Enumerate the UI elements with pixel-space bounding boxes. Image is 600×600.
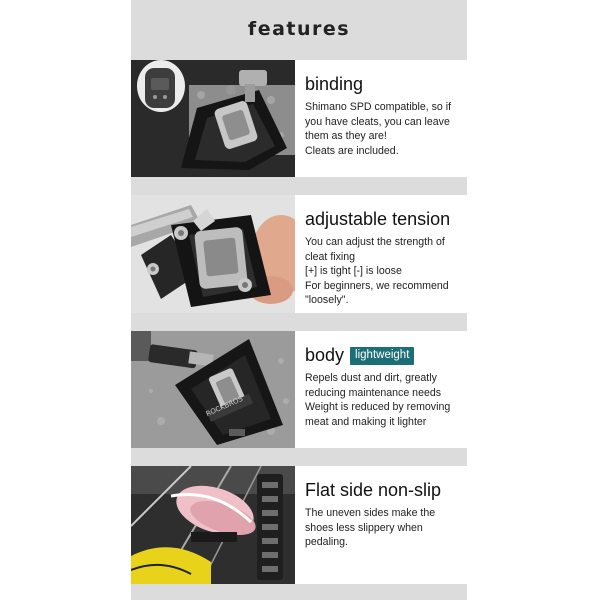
desc-line: Repels dust and dirt, greatly	[305, 372, 437, 384]
adjustable-tension-description	[305, 235, 461, 308]
desc-line: cleat fixing	[305, 250, 356, 263]
lightweight-badge: lightweight	[350, 347, 414, 365]
binding-title: binding	[305, 74, 364, 94]
desc-line: [+] is tight [-] is loose	[305, 265, 402, 277]
binding-photo	[131, 60, 295, 177]
body-title: body	[305, 345, 345, 365]
desc-line: you have cleats, you can leave	[305, 115, 450, 128]
desc-line: meat and making it lighter	[305, 415, 427, 428]
features-header	[131, 0, 467, 60]
feature-panel-flat-side	[131, 466, 467, 584]
flat-side-title: Flat side non-slip	[305, 480, 442, 500]
tension-photo	[131, 195, 295, 313]
desc-line: pedaling.	[305, 536, 349, 548]
desc-line: You can adjust the strength of	[305, 236, 445, 248]
feature-panel-body	[131, 331, 467, 448]
flat-side-photo	[131, 466, 295, 584]
desc-line: For beginners, we recommend	[305, 279, 449, 292]
desc-line: The uneven sides make the	[305, 507, 436, 519]
body-photo	[131, 331, 295, 448]
flat-side-description	[305, 506, 461, 550]
desc-line: them as they are!	[305, 130, 387, 142]
desc-line: Cleats are included.	[305, 144, 399, 157]
pedal-brand-text: ROCKBROS	[204, 394, 245, 419]
desc-line: shoes less slippery when	[305, 521, 423, 534]
page-title: features	[247, 18, 351, 40]
body-title-row	[305, 344, 461, 366]
feature-panel-adjustable-tension	[131, 195, 467, 313]
desc-line: Weight is reduced by removing	[305, 401, 451, 413]
desc-line: "loosely".	[305, 294, 349, 306]
binding-description	[305, 100, 461, 158]
feature-panel-binding	[131, 60, 467, 177]
body-description	[305, 371, 461, 429]
desc-line: Shimano SPD compatible, so if	[305, 101, 452, 113]
desc-line: reducing maintenance needs	[305, 386, 442, 399]
adjustable-tension-title: adjustable tension	[305, 209, 451, 229]
